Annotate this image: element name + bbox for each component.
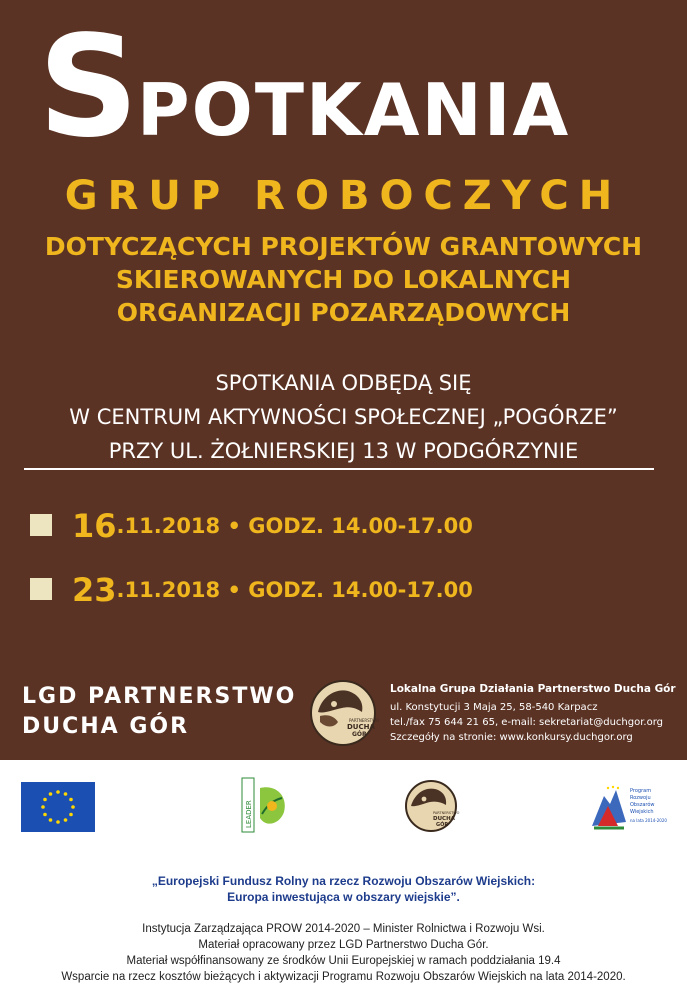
- date-details: .11.2018 • GODZ. 14.00-17.00: [116, 514, 473, 538]
- eafrd-slogan: [0, 873, 687, 905]
- prow-logo-icon: [588, 782, 666, 832]
- lgd-logo-small-icon: [405, 780, 460, 832]
- footer-line: Materiał opracowany przez LGD Partnerstwo Ducha Gór.: [198, 939, 489, 951]
- slogan-line: „Europejski Fundusz Rolny na rzecz Rozwoju Obszarów Wiejskich:: [151, 874, 536, 888]
- subtitle: GRUP ROBOCZYCH: [64, 173, 623, 219]
- date-row: [30, 566, 473, 610]
- main-title: [38, 6, 571, 188]
- topic-line: SKIEROWANYCH DO LOKALNYCH: [115, 265, 572, 294]
- svg-text:na lata 2014-2020: na lata 2014-2020: [630, 818, 667, 823]
- svg-text:GÓR: GÓR: [436, 822, 449, 828]
- topic-line: DOTYCZĄCYCH PROJEKTÓW GRANTOWYCH: [44, 232, 643, 261]
- date-details: .11.2018 • GODZ. 14.00-17.00: [116, 578, 473, 602]
- svg-text:Rozwoju: Rozwoju: [630, 795, 651, 801]
- footer-line: Instytucja Zarządzająca PROW 2014-2020 – Minister Rolnictwa i Rozwoju Wsi.: [142, 923, 545, 935]
- slogan-line: Europa inwestująca w obszary wiejskie”.: [227, 890, 460, 904]
- footer-notes: [0, 921, 687, 985]
- organizer-name-line: LGD PARTNERSTWO: [22, 684, 297, 709]
- svg-text:Obszarów: Obszarów: [630, 802, 655, 808]
- title-rest: POTKANIA: [136, 68, 571, 152]
- venue-line: W CENTRUM AKTYWNOŚCI SPOŁECZNEJ „POGÓRZE”: [69, 405, 618, 429]
- svg-text:PARTNERSTWO: PARTNERSTWO: [433, 811, 460, 815]
- svg-text:Program: Program: [630, 788, 652, 794]
- bullet-square: [30, 514, 52, 536]
- footer-line: Materiał współfinansowany ze środków Unii Europejskiej w ramach poddziałania 19.4: [126, 955, 561, 967]
- date-day: 23: [72, 571, 117, 609]
- contact-line: Szczegóły na stronie: www.konkursy.duchgor.org: [390, 732, 633, 743]
- contact-block: [390, 682, 676, 745]
- venue-line: SPOTKANIA ODBĘDĄ SIĘ: [215, 371, 472, 395]
- title-initial: S: [38, 6, 137, 169]
- contact-line: tel./fax 75 644 21 65, e-mail: sekretariat@duchgor.org: [390, 717, 663, 728]
- footer-line: Wsparcie na rzecz kosztów bieżących i aktywizacji Programu Rozwoju Obszarów Wiejskich na lata 2014-2020.: [61, 971, 626, 983]
- topic-line: ORGANIZACJI POZARZĄDOWYCH: [116, 298, 571, 327]
- svg-text:LEADER: LEADER: [245, 800, 253, 828]
- sponsor-logos: [0, 770, 687, 850]
- svg-text:DUCHA: DUCHA: [347, 723, 375, 731]
- organizer-name: [22, 682, 296, 742]
- svg-text:DUCHA: DUCHA: [433, 816, 455, 822]
- svg-text:PARTNERSTWO: PARTNERSTWO: [349, 718, 380, 723]
- contact-line: ul. Konstytucji 3 Maja 25, 58-540 Karpacz: [390, 702, 598, 713]
- topic-text: [0, 230, 687, 329]
- svg-text:Wiejskich: Wiejskich: [630, 809, 654, 815]
- organizer-name-line: DUCHA GÓR: [22, 714, 190, 739]
- contact-title: Lokalna Grupa Działania Partnerstwo Ducha Gór: [390, 683, 676, 695]
- lgd-logo-icon: [310, 680, 380, 746]
- date-row: [30, 502, 473, 546]
- leader-logo-icon: [242, 778, 292, 832]
- divider: [24, 468, 654, 470]
- venue-text: [0, 366, 687, 468]
- bullet-square: [30, 578, 52, 600]
- venue-line: PRZY UL. ŻOŁNIERSKIEJ 13 W PODGÓRZYNIE: [108, 439, 579, 463]
- svg-text:GÓR: GÓR: [352, 731, 367, 738]
- eu-flag-icon: [21, 782, 95, 832]
- date-day: 16: [72, 507, 117, 545]
